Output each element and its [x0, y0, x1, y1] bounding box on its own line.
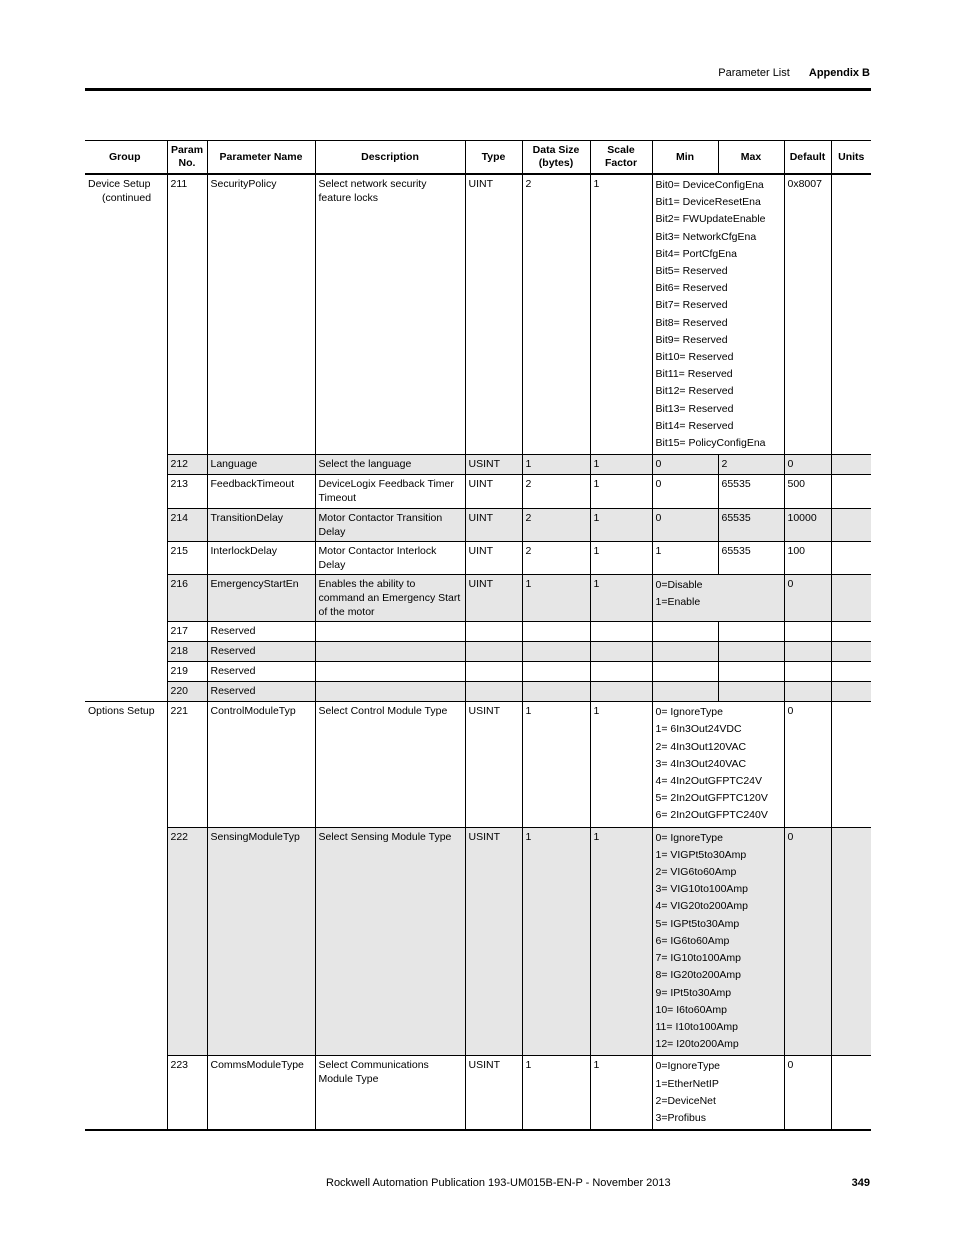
max-cell: 65535	[718, 542, 784, 575]
min-cell: 0	[652, 475, 718, 509]
description-cell: Select Sensing Module Type	[315, 827, 465, 1056]
units-cell	[831, 509, 871, 542]
max-cell: 2	[718, 455, 784, 475]
col-units: Units	[831, 141, 871, 175]
scale-cell: 1	[590, 455, 652, 475]
header-appendix: Appendix B	[808, 67, 870, 79]
col-default: Default	[784, 141, 831, 175]
default-cell: 500	[784, 475, 831, 509]
table-row	[85, 682, 871, 702]
enum-value: 1=Enable	[655, 596, 701, 609]
enum-value: Bit8= Reserved	[655, 316, 728, 329]
col-description: Description	[315, 141, 465, 175]
units-cell	[831, 642, 871, 662]
min-cell	[652, 682, 718, 702]
running-header	[718, 67, 870, 79]
enum-value: Bit2= FWUpdateEnable	[655, 213, 766, 226]
enum-value: 0=IgnoreType	[655, 1060, 721, 1073]
enum-value: 12= I20to200Amp	[655, 1038, 739, 1051]
table-row	[85, 642, 871, 662]
min-max-cell	[652, 827, 784, 1056]
max-cell: 65535	[718, 509, 784, 542]
description-cell: Select the language	[315, 455, 465, 475]
enum-value: 1=EtherNetIP	[655, 1077, 719, 1090]
default-cell: 0	[784, 575, 831, 622]
param-no-cell: 223	[167, 1056, 207, 1130]
group-cell	[85, 455, 167, 475]
enum-value: 10= I6to60Amp	[655, 1003, 728, 1016]
enum-value: 5= IGPt5to30Amp	[655, 917, 740, 930]
enum-value: 0= IgnoreType	[655, 831, 723, 844]
default-cell: 0	[784, 455, 831, 475]
scale-cell	[590, 622, 652, 642]
col-group: Group	[85, 141, 167, 175]
description-cell	[315, 642, 465, 662]
default-cell: 10000	[784, 509, 831, 542]
size-cell: 1	[522, 1056, 590, 1130]
param-name-cell: InterlockDelay	[207, 542, 315, 575]
col-type: Type	[465, 141, 522, 175]
enum-value: 2=DeviceNet	[655, 1094, 716, 1107]
enum-value: Bit12= Reserved	[655, 385, 734, 398]
size-cell	[522, 642, 590, 662]
param-no-cell: 221	[167, 702, 207, 827]
min-cell: 0	[652, 509, 718, 542]
enum-value: 7= IG10to100Amp	[655, 952, 742, 965]
enum-value: Bit10= Reserved	[655, 351, 734, 364]
col-min: Min	[652, 141, 718, 175]
table-row	[85, 174, 871, 455]
enum-value: 11= I10to100Amp	[655, 1020, 738, 1033]
param-no-cell: 215	[167, 542, 207, 575]
units-cell	[831, 475, 871, 509]
table-row	[85, 827, 871, 1056]
group-cell: Device Setup (continued	[88, 178, 152, 204]
default-cell	[784, 622, 831, 642]
param-no-cell: 212	[167, 455, 207, 475]
col-data-size: Data Size (bytes)	[522, 141, 590, 175]
max-cell	[718, 622, 784, 642]
enum-value: 8= IG20to200Amp	[655, 969, 742, 982]
group-cell	[85, 662, 167, 682]
table-header-row	[85, 141, 871, 175]
enum-value: Bit0= DeviceConfigEna	[655, 179, 764, 191]
param-no-cell: 213	[167, 475, 207, 509]
enum-value: 1= VIGPt5to30Amp	[655, 848, 747, 861]
min-cell: 1	[652, 542, 718, 575]
units-cell	[831, 622, 871, 642]
param-name-cell: FeedbackTimeout	[207, 475, 315, 509]
scale-cell: 1	[590, 174, 652, 455]
param-name-cell: Reserved	[207, 682, 315, 702]
scale-cell	[590, 682, 652, 702]
parameter-table	[85, 140, 871, 1131]
type-cell: UINT	[465, 509, 522, 542]
table-row	[85, 622, 871, 642]
units-cell	[831, 455, 871, 475]
description-cell: Motor Contactor Transition Delay	[315, 509, 465, 542]
default-cell: 0	[784, 827, 831, 1056]
col-name: Parameter Name	[207, 141, 315, 175]
size-cell	[522, 662, 590, 682]
size-cell: 2	[522, 542, 590, 575]
table-row	[85, 575, 871, 622]
scale-cell: 1	[590, 702, 652, 827]
param-name-cell: ControlModuleTyp	[207, 702, 315, 827]
units-cell	[831, 662, 871, 682]
type-cell	[465, 682, 522, 702]
enum-value: 4= VIG20to200Amp	[655, 900, 749, 913]
param-name-cell: TransitionDelay	[207, 509, 315, 542]
table-row	[85, 1056, 871, 1130]
scale-cell: 1	[590, 509, 652, 542]
group-cell	[85, 642, 167, 662]
enum-value: Bit3= NetworkCfgEna	[655, 230, 757, 243]
type-cell: UINT	[465, 575, 522, 622]
group-cell	[85, 622, 167, 642]
units-cell	[831, 682, 871, 702]
enum-value: Bit13= Reserved	[655, 402, 734, 415]
param-name-cell: Reserved	[207, 642, 315, 662]
group-cell	[85, 509, 167, 542]
size-cell: 2	[522, 475, 590, 509]
enum-value: Bit4= PortCfgEna	[655, 247, 737, 260]
publication-id: Rockwell Automation Publication 193-UM015B-EN-P - November 2013	[326, 1177, 671, 1189]
type-cell: USINT	[465, 702, 522, 827]
size-cell: 1	[522, 575, 590, 622]
size-cell: 2	[522, 509, 590, 542]
enum-value: 6= 2In2OutGFPTC240V	[655, 809, 768, 822]
param-name-cell: EmergencyStartEn	[207, 575, 315, 622]
size-cell: 1	[522, 702, 590, 827]
enum-value: 3= 4In3Out240VAC	[655, 757, 747, 770]
scale-cell: 1	[590, 827, 652, 1056]
param-name-cell: Reserved	[207, 622, 315, 642]
table-row	[85, 542, 871, 575]
header-rule	[85, 88, 871, 91]
param-name-cell: Reserved	[207, 662, 315, 682]
min-cell: 0	[652, 455, 718, 475]
enum-value: 2= VIG6to60Amp	[655, 866, 737, 879]
enum-value: Bit11= Reserved	[655, 368, 733, 381]
max-cell	[718, 662, 784, 682]
table-row	[85, 702, 871, 827]
description-cell: Enables the ability to command an Emergency Start of the motor	[315, 575, 465, 622]
param-name-cell: SensingModuleTyp	[207, 827, 315, 1056]
type-cell	[465, 642, 522, 662]
param-no-cell: 211	[167, 174, 207, 455]
group-cell	[85, 475, 167, 509]
default-cell	[784, 682, 831, 702]
scale-cell: 1	[590, 575, 652, 622]
param-no-cell: 220	[167, 682, 207, 702]
enum-value: 0=Disable	[655, 579, 703, 592]
table-row	[85, 475, 871, 509]
units-cell	[831, 575, 871, 622]
scale-cell: 1	[590, 1056, 652, 1130]
enum-value: 1= 6In3Out24VDC	[655, 723, 742, 736]
enum-value: 9= IPt5to30Amp	[655, 986, 732, 999]
size-cell	[522, 622, 590, 642]
default-cell	[784, 642, 831, 662]
default-cell	[784, 662, 831, 682]
group-cell	[85, 575, 167, 622]
enum-value: 3= VIG10to100Amp	[655, 883, 749, 896]
group-cell: Options Setup	[88, 705, 155, 718]
default-cell: 0x8007	[784, 174, 831, 455]
group-cell	[85, 1056, 167, 1130]
enum-value: Bit1= DeviceResetEna	[655, 196, 761, 209]
type-cell	[465, 662, 522, 682]
min-max-cell	[652, 702, 784, 827]
table-row	[85, 455, 871, 475]
scale-cell	[590, 642, 652, 662]
enum-value: 4= 4In2OutGFPTC24V	[655, 775, 763, 788]
param-no-cell: 222	[167, 827, 207, 1056]
min-max-cell	[652, 575, 784, 622]
description-cell	[315, 622, 465, 642]
size-cell	[522, 682, 590, 702]
param-no-cell: 217	[167, 622, 207, 642]
min-cell	[652, 642, 718, 662]
type-cell	[465, 622, 522, 642]
type-cell: USINT	[465, 455, 522, 475]
param-no-cell: 216	[167, 575, 207, 622]
scale-cell	[590, 662, 652, 682]
param-name-cell: Language	[207, 455, 315, 475]
page-number: 349	[851, 1177, 870, 1189]
group-cell	[85, 542, 167, 575]
enum-value: 2= 4In3Out120VAC	[655, 740, 747, 753]
units-cell	[831, 174, 871, 455]
param-name-cell: CommsModuleType	[207, 1056, 315, 1130]
default-cell: 0	[784, 702, 831, 827]
description-cell: Motor Contactor Interlock Delay	[315, 542, 465, 575]
description-cell: DeviceLogix Feedback Timer Timeout	[315, 475, 465, 509]
header-section: Parameter List	[718, 67, 790, 79]
enum-value: 6= IG6to60Amp	[655, 934, 730, 947]
col-max: Max	[718, 141, 784, 175]
units-cell	[831, 542, 871, 575]
description-cell	[315, 662, 465, 682]
description-cell: Select Communications Module Type	[315, 1056, 465, 1130]
table-row	[85, 509, 871, 542]
enum-value: Bit5= Reserved	[655, 265, 728, 278]
units-cell	[831, 1056, 871, 1130]
type-cell: USINT	[465, 827, 522, 1056]
param-no-cell: 214	[167, 509, 207, 542]
param-no-cell: 218	[167, 642, 207, 662]
col-scale: Scale Factor	[590, 141, 652, 175]
table-row	[85, 662, 871, 682]
size-cell: 1	[522, 827, 590, 1056]
default-cell: 0	[784, 1056, 831, 1130]
units-cell	[831, 827, 871, 1056]
enum-value: 5= 2In2OutGFPTC120V	[655, 792, 768, 805]
type-cell: UINT	[465, 174, 522, 455]
scale-cell: 1	[590, 542, 652, 575]
type-cell: USINT	[465, 1056, 522, 1130]
description-cell: Select network security feature locks	[315, 174, 465, 455]
size-cell: 1	[522, 455, 590, 475]
enum-value: Bit7= Reserved	[655, 299, 728, 312]
enum-value: 3=Profibus	[655, 1111, 706, 1124]
max-cell	[718, 642, 784, 662]
enum-value: Bit9= Reserved	[655, 333, 728, 346]
type-cell: UINT	[465, 542, 522, 575]
size-cell: 2	[522, 174, 590, 455]
min-max-cell	[652, 174, 784, 455]
description-cell	[315, 682, 465, 702]
enum-value: Bit6= Reserved	[655, 282, 728, 295]
default-cell: 100	[784, 542, 831, 575]
enum-value: Bit15= PolicyConfigEna	[655, 437, 766, 450]
enum-value: 0= IgnoreType	[655, 706, 723, 719]
enum-value: Bit14= Reserved	[655, 419, 734, 432]
group-cell	[85, 827, 167, 1056]
max-cell: 65535	[718, 475, 784, 509]
scale-cell: 1	[590, 475, 652, 509]
group-cell	[85, 682, 167, 702]
col-param-no: Param No.	[167, 141, 207, 175]
type-cell: UINT	[465, 475, 522, 509]
units-cell	[831, 702, 871, 827]
min-cell	[652, 662, 718, 682]
max-cell	[718, 682, 784, 702]
min-max-cell	[652, 1056, 784, 1130]
description-cell: Select Control Module Type	[315, 702, 465, 827]
min-cell	[652, 622, 718, 642]
param-no-cell: 219	[167, 662, 207, 682]
param-name-cell: SecurityPolicy	[207, 174, 315, 455]
